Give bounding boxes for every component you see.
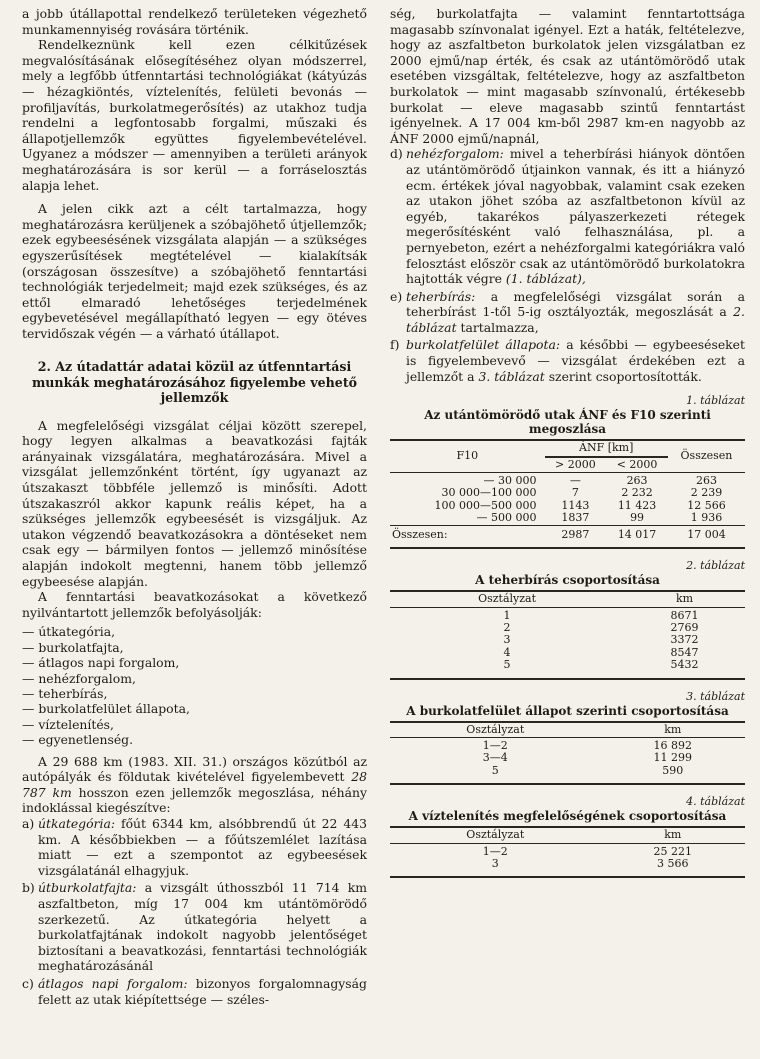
header-grade: Osztályzat <box>390 827 601 843</box>
table-3 <box>390 721 745 786</box>
table-row <box>390 858 745 870</box>
list-item: — nehézforgalom, <box>22 670 136 686</box>
item-term: útkategória: <box>38 816 116 832</box>
cell-grade: 4 <box>503 645 511 659</box>
table-row <box>390 473 745 488</box>
cell-f10: 30 000—100 000 <box>441 486 537 500</box>
table-3-number: 3. táblázat <box>686 689 745 703</box>
cell-total: 14 017 <box>606 525 668 541</box>
table-end-rule <box>390 777 745 784</box>
header-km: km <box>601 827 745 843</box>
cell-total: 12 566 <box>687 498 726 512</box>
cell-value: 263 <box>626 474 648 488</box>
item-term: burkolatfelület állapota: <box>406 337 561 353</box>
cell-total: 2 239 <box>690 486 723 500</box>
cell-total: 1 936 <box>690 511 723 525</box>
list-item-a <box>22 816 367 878</box>
header-km: km <box>601 722 745 738</box>
header-anf-high: > 2000 <box>545 457 607 473</box>
table-4-number: 4. táblázat <box>686 795 745 809</box>
paragraph-characteristics-intro: A fenntartási beavatkozásokat a következő nyilvántartott jellemzők befolyásolják: <box>22 589 367 620</box>
right-column <box>390 6 745 878</box>
item-text <box>406 146 745 286</box>
table-header-row <box>390 591 745 607</box>
table-3-title: A burkolatfelület állapot szerinti csoportosítása <box>406 703 729 718</box>
cell-value: — <box>569 474 581 488</box>
paragraph-continuation: a jobb útállapottal rendelkező területeken végezhető munkamennyiség rovására történik. <box>22 6 367 37</box>
cell-grade: 5 <box>491 763 499 777</box>
table-4-title: A víztelenítés megfelelőségének csoportosítása <box>408 809 727 824</box>
cell-grade: 3—4 <box>482 751 508 765</box>
cell-grade: 1—2 <box>482 738 508 752</box>
table-row <box>390 752 745 764</box>
list-item: — egyenetlenség. <box>22 732 134 748</box>
header-anf-low: < 2000 <box>606 457 668 473</box>
item-text <box>406 289 745 336</box>
header-total: Összesen <box>668 440 745 472</box>
item-term: nehézforgalom: <box>406 146 504 162</box>
item-text <box>38 976 367 1007</box>
item-term: teherbírás: <box>406 288 476 304</box>
table-reference: 2. táblázat <box>406 304 745 335</box>
cell-km: 2769 <box>670 620 699 634</box>
header-anf: ÁNF [km] <box>545 440 668 456</box>
table-row <box>390 765 745 777</box>
table-row <box>390 487 745 499</box>
item-label: a) <box>22 816 35 832</box>
list-item-b <box>22 880 367 974</box>
item-label: c) <box>22 975 34 991</box>
item-text <box>38 880 367 974</box>
paragraph-suitability: A megfelelőségi vizsgálat céljai között szerepel, hogy legyen alkalmas a beavatkozási fajták arányainak vizsgálatára, meghatározására. Mivel a vizsgálat jellemzőnként történt, így ugyanazt az útszakaszt többféle jellemző is minősíti. Adott útszakaszról akkor kapunk reális képet, ha a szükséges jellemzők egybeesését is vizsgáljuk. Az utakon végzendő beavatkozásokra a döntéseket nem csak egy — bármilyen fontos — jellemző minősítése alapján indokolt megtenni, hanem több jellemző egybeesése alapján. <box>22 417 367 589</box>
table-row <box>390 607 745 622</box>
list-item: — burkolatfajta, <box>22 639 124 655</box>
header-grade: Osztályzat <box>390 722 601 738</box>
cell-grade: 1—2 <box>482 844 508 858</box>
list-item-d <box>390 146 745 286</box>
table-header-row <box>390 440 745 456</box>
table-end-rule <box>390 870 745 877</box>
item-label: f) <box>390 337 400 353</box>
item-body: bizonyos forgalomnagyság felett az utak kiépítettsége — széles- <box>38 975 367 1007</box>
cell-grade: 1 <box>503 608 511 622</box>
table-4 <box>390 826 745 878</box>
item-body-end: tartalmazza, <box>460 319 539 335</box>
table-end-rule <box>390 672 745 679</box>
table-row <box>390 512 745 525</box>
paragraph-method: Rendelkeznünk kell ezen célkitűzések megvalósításának elősegítéséhez olyan módszerrel, mely a legfőbb útfenntartási technológiákat (kátyúzás — hézagkiöntés, víztelenítés, felületi bevonás — profiljavítás, burkolatmegerősítés) az utakhoz tudja rendelni a legfontosabb forgalmi, műszaki és állapotjellemzők együttes figyelembevételével. Ugyanez a módszer — amennyiben a területi arányok meghatározására is sor kerül — a forráselosztás alapja lehet. <box>22 37 367 193</box>
cell-km: 16 892 <box>653 738 693 752</box>
item-body: főút 6344 km, alsóbbrendű út 22 443 km. A későbbiekben — a főútszemlélet lazítása miatt — ezt a szempontot az egybeesések vizsgálatánál elhagyjuk. <box>38 816 367 878</box>
table-row <box>390 843 745 858</box>
item-text <box>406 337 745 384</box>
paragraph-road-length <box>22 754 367 816</box>
table-row <box>390 737 745 752</box>
cell-km: 8671 <box>670 608 699 622</box>
cell-value: 11 423 <box>617 498 657 512</box>
item-term: átlagos napi forgalom: <box>38 975 188 991</box>
item-body: mivel a teherbírási hiányok döntően az utántömörödő útjainkon vannak, és itt a hiányzó ecm. értékek jóval nagyobbak, valamint csak ezeken az utakon jöhet szóba az aszfaltbetonon kívül az egyéb, takarékos pályaszerkezeti rétegek megerősítésként való felhasználása, pl. a pernyebeton, ezért a nehézforgalmi kategóriákra való felosztást először csak az utántömörödő burkolatokra hajtották végre <box>406 146 745 287</box>
list-item-f <box>390 337 745 384</box>
text-run: A 29 688 km (1983. XII. 31.) országos közútból az autópályák és földutak kivételével figyelembevett <box>22 753 367 785</box>
cell-f10: — 30 000 <box>483 474 537 488</box>
cell-f10: 100 000—500 000 <box>434 498 537 512</box>
section-heading: 2. Az útadattár adatai közül az útfenntartási munkák meghatározásához figyelembe vehető jellemzők <box>31 359 358 406</box>
cell-grade: 5 <box>503 658 511 672</box>
cell-total-label: Összesen: <box>390 525 545 541</box>
table-1-number: 1. táblázat <box>686 394 745 408</box>
cell-grade: 2 <box>503 620 511 634</box>
cell-km: 590 <box>662 763 684 777</box>
list-item: — útkategória, <box>22 624 116 640</box>
cell-f10: — 500 000 <box>476 511 537 525</box>
table-1 <box>390 439 745 549</box>
header-f10: F10 <box>390 440 545 472</box>
table-2 <box>390 590 745 679</box>
table-row <box>390 634 745 646</box>
list-item: — víztelenítés, <box>22 716 114 732</box>
cell-value: 7 <box>571 486 579 500</box>
list-item-e <box>390 289 745 336</box>
paragraph-continuation-right: ség, burkolatfajta — valamint fenntartottsága magasabb színvonalat igényel. Ezt a haták, feltételezve, hogy az aszfaltbeton burkolatok jelen vizsgálatban ez 2000 ejmű/nap érték, és csak az utántömörödő utak esetében vizsgáltak, feltételezve, hogy az aszfaltbeton burkolatok — mint magasabb színvonalú, értékesebb burkolat — eleve magasabb szintű fenntartást igényelnek. A 17 004 km-ből 2987 km-en nagyobb az ÁNF 2000 ejmű/napnál, <box>390 6 745 146</box>
cell-total: 17 004 <box>668 525 745 541</box>
list-item-c <box>22 976 367 1007</box>
table-2-title: A teherbírás csoportosítása <box>475 573 660 588</box>
cell-value: 2 232 <box>621 486 653 500</box>
list-item: — burkolatfelület állapota, <box>22 701 190 717</box>
paragraph-aim: A jelen cikk azt a célt tartalmazza, hogy meghatározásra kerüljenek a szóbajöhető útjellemzők; ezek egybeesésének vizsgálata alapján — a szükséges egyszerűsítések megtételével — kialakítsák (országosan összesítve) a szóbajöhető fenntartási technológiák terjedelmeit; majd ezek szükséges, és az ettől elmaradó lehetőséges terjedelmének egybevetésével megállapítható legyen — egy ötéves tervidőszak végén — a várható útállapot. <box>22 201 367 341</box>
cell-km: 3372 <box>670 633 699 647</box>
cell-km: 5432 <box>670 658 699 672</box>
cell-km: 3 566 <box>657 856 689 870</box>
cell-total: 263 <box>695 474 717 488</box>
cell-grade: 3 <box>503 633 511 647</box>
cell-value: 99 <box>630 511 645 525</box>
table-total-row <box>390 525 745 541</box>
characteristics-list <box>22 624 367 747</box>
table-1-title: Az utántömörödő utak ÁNF és F10 szerinti megoszlása <box>424 408 711 437</box>
item-text <box>38 816 367 878</box>
list-item: — átlagos napi forgalom, <box>22 655 180 671</box>
text-run: hosszon ezen jellemzők megoszlása, néhány indoklással kiegészítve: <box>22 784 367 816</box>
table-end-rule <box>390 541 745 548</box>
cell-value: 1837 <box>561 511 590 525</box>
item-label: d) <box>390 146 403 162</box>
table-reference: 3. táblázat <box>478 368 545 384</box>
emphasis-length: 28 787 km <box>22 769 367 800</box>
item-body: a későbbi — egybeeséseket is figyelembevevő — vizsgálat érdekében ezt a jellemzőt a <box>406 337 745 384</box>
table-header-row <box>390 827 745 843</box>
table-reference: (1. táblázat), <box>505 271 586 287</box>
left-column <box>22 6 367 1009</box>
cell-total: 2987 <box>545 525 607 541</box>
header-grade: Osztályzat <box>390 591 624 607</box>
cell-grade: 3 <box>491 856 499 870</box>
item-body: a vizsgált úthosszból 11 714 km aszfaltbeton, míg 17 004 km utántömörödő szerkezetű. Az útkategória helyett a burkolatfajtának indokolt nagyobb jelentőséget biztosítani a beavatkozási, fenntartási technológiák meghatározásánál <box>38 880 367 974</box>
cell-km: 8547 <box>670 645 699 659</box>
item-term: útburkolatfajta: <box>38 880 137 896</box>
cell-value: 1143 <box>561 498 590 512</box>
item-body: a megfelelőségi vizsgálat során a teherbírást 1-től 5-ig osztályozták, megoszlását a <box>406 288 745 320</box>
table-row <box>390 659 745 671</box>
item-label: b) <box>22 880 35 896</box>
table-2-number: 2. táblázat <box>686 559 745 573</box>
cell-km: 25 221 <box>653 844 693 858</box>
list-item: — teherbírás, <box>22 686 108 702</box>
item-body-end: szerint csoportosították. <box>548 368 702 384</box>
cell-km: 11 299 <box>653 751 693 765</box>
item-label: e) <box>390 288 403 304</box>
table-header-row <box>390 722 745 738</box>
header-km: km <box>624 591 745 607</box>
